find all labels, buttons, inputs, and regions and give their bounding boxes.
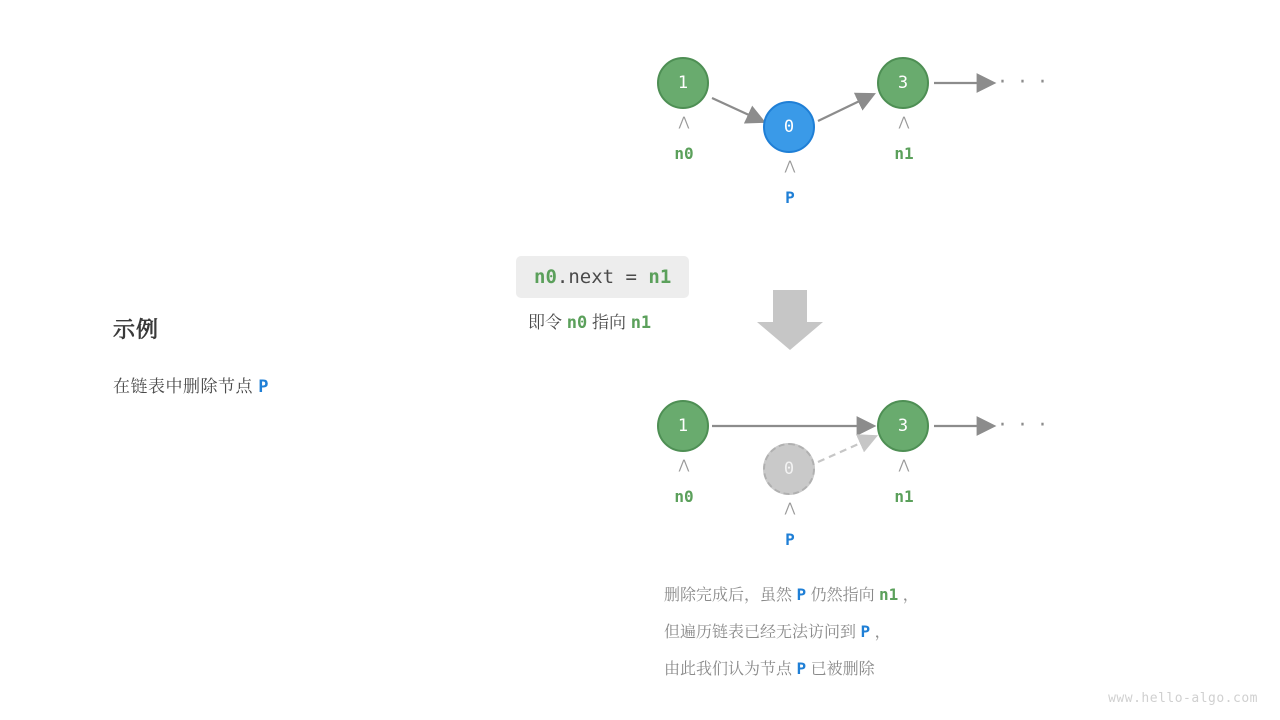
explanation-line1-p: P bbox=[796, 585, 807, 604]
code-note-prefix: 即令 bbox=[528, 313, 562, 332]
label-bottom-p: P bbox=[785, 530, 795, 549]
node-top-n0: 1 bbox=[657, 57, 709, 109]
caption-subtitle-text: 在链表中删除节点 bbox=[113, 377, 253, 396]
label-bottom-n0: n0 bbox=[674, 487, 694, 506]
ellipsis-bottom: · · · bbox=[999, 413, 1049, 438]
explanation-block bbox=[664, 577, 919, 688]
caret-top-n1: ⋀ bbox=[898, 115, 910, 130]
explanation-line3-p: P bbox=[796, 659, 807, 678]
code-n1: n1 bbox=[648, 266, 672, 288]
explanation-line1-c: ， bbox=[902, 587, 919, 604]
caption-subtitle-var: P bbox=[258, 377, 269, 397]
label-top-n0: n0 bbox=[674, 144, 694, 163]
down-arrow-icon bbox=[757, 290, 823, 350]
label-top-p: P bbox=[785, 188, 795, 207]
code-note-n0: n0 bbox=[566, 313, 588, 333]
explanation-line2-p: P bbox=[860, 622, 871, 641]
explanation-line-3 bbox=[664, 651, 919, 688]
code-note-mid: 指向 bbox=[591, 313, 626, 332]
code-n0: n0 bbox=[534, 266, 557, 288]
arrow-n0-to-p bbox=[712, 98, 762, 121]
label-bottom-n1: n1 bbox=[894, 487, 914, 506]
explanation-line-2 bbox=[664, 614, 919, 651]
ellipsis-top: · · · bbox=[999, 70, 1049, 95]
explanation-line2-a: 但遍历链表已经无法访问到 bbox=[664, 624, 857, 641]
node-bottom-n1: 3 bbox=[877, 400, 929, 452]
code-note bbox=[528, 308, 651, 333]
explanation-line3-a: 由此我们认为节点 bbox=[664, 661, 793, 678]
watermark: www.hello-algo.com bbox=[1108, 691, 1258, 706]
node-top-p: 0 bbox=[763, 101, 815, 153]
code-snippet bbox=[516, 256, 689, 298]
node-top-n1: 3 bbox=[877, 57, 929, 109]
explanation-line1-b: 仍然指向 bbox=[810, 587, 875, 604]
code-note-n1: n1 bbox=[630, 313, 652, 333]
node-bottom-p-removed: 0 bbox=[763, 443, 815, 495]
caret-top-n0: ⋀ bbox=[678, 115, 690, 130]
explanation-line2-b: ， bbox=[874, 624, 891, 641]
explanation-line-1 bbox=[664, 577, 919, 614]
explanation-line3-b: 已被删除 bbox=[810, 661, 875, 678]
explanation-line1-a: 删除完成后，虽然 bbox=[664, 587, 793, 604]
caret-bottom-n1: ⋀ bbox=[898, 458, 910, 473]
code-operator: .next = bbox=[556, 266, 649, 288]
node-bottom-n0: 1 bbox=[657, 400, 709, 452]
caption-block bbox=[113, 313, 493, 397]
caret-top-p: ⋀ bbox=[784, 159, 796, 174]
arrow-p-to-n1 bbox=[818, 95, 872, 121]
caret-bottom-n0: ⋀ bbox=[678, 458, 690, 473]
arrow-removed-p-to-n1 bbox=[818, 437, 874, 462]
caret-bottom-p: ⋀ bbox=[784, 501, 796, 516]
caption-subtitle bbox=[113, 372, 493, 397]
caption-title: 示例 bbox=[113, 317, 160, 342]
label-top-n1: n1 bbox=[894, 144, 914, 163]
explanation-line1-n1: n1 bbox=[879, 585, 899, 604]
